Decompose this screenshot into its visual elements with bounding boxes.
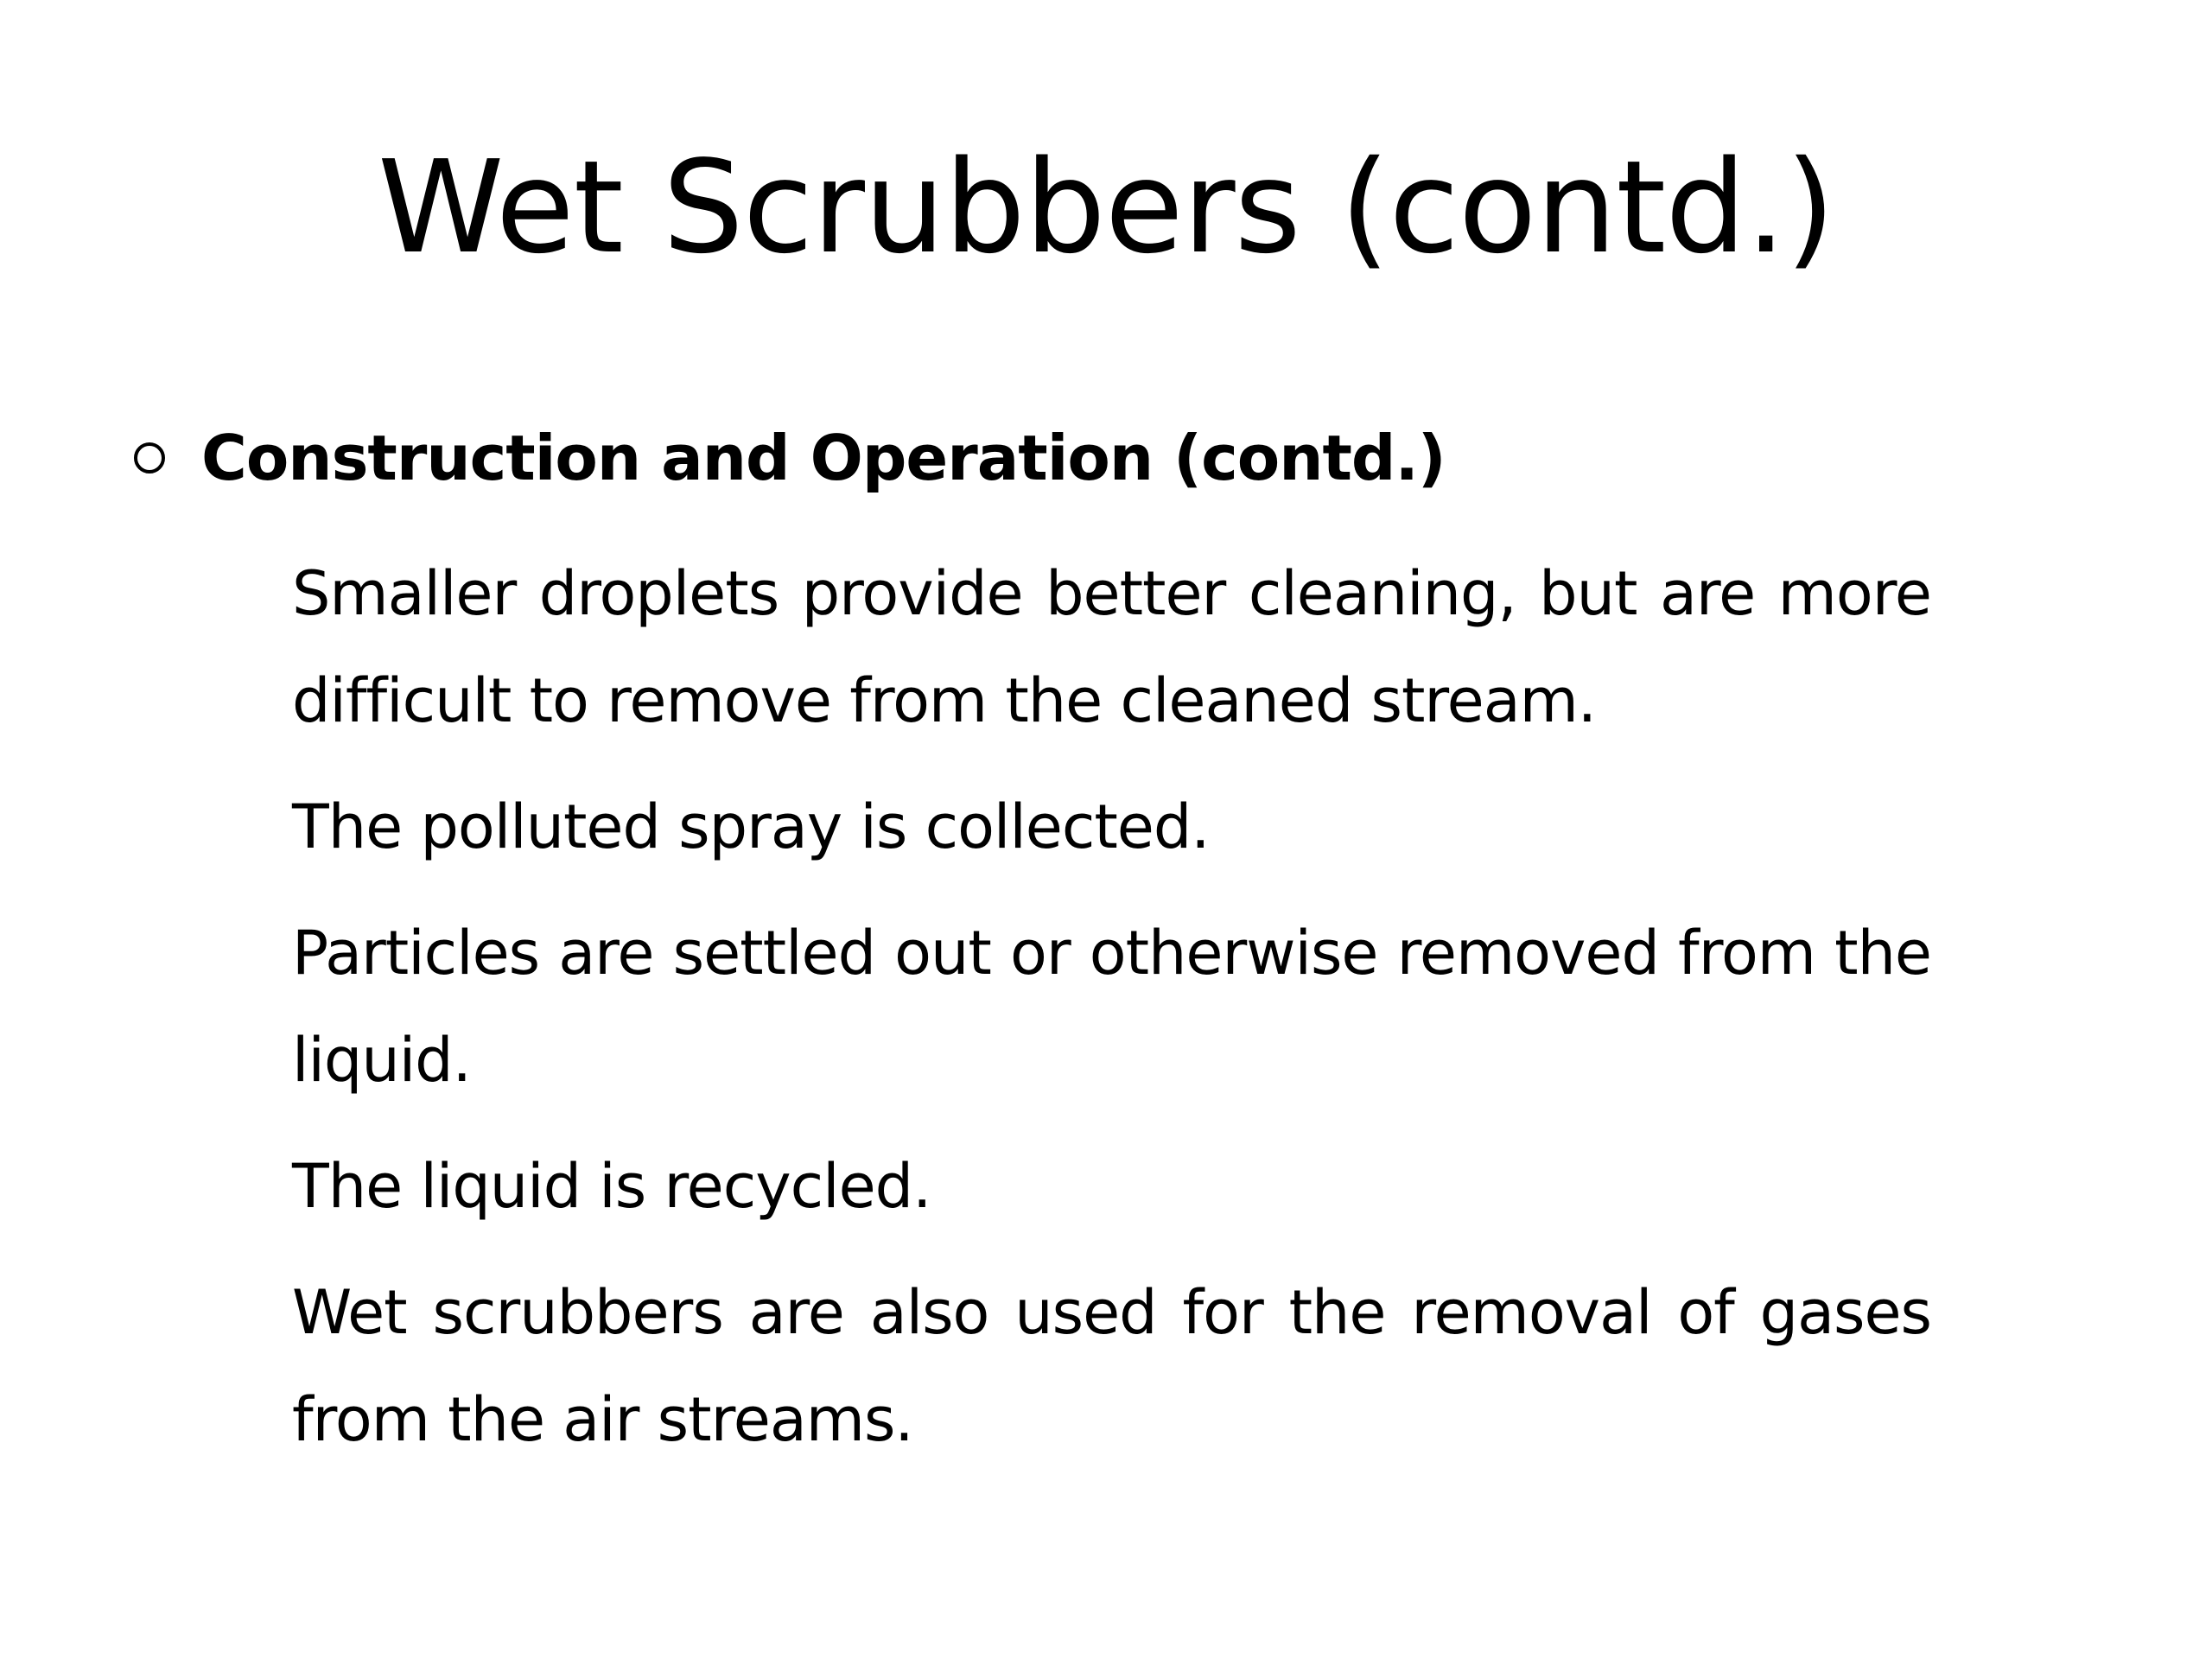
slide-content [134,415,1931,1492]
list-item [225,899,1931,1114]
section-marker [134,415,201,474]
hollow-circle-icon [134,442,165,474]
list-item [225,540,1931,754]
bullet-text: Wet scrubbers are also used for the removal of gases from the air streams. [292,1277,1931,1455]
slide-title: Wet Scrubbers (contd.) [378,133,1834,282]
bullet-text: Particles are settled out or otherwise removed from the liquid. [292,918,1931,1096]
bullet-text: The liquid is recycled. [292,1151,931,1222]
bullet-list [225,540,1931,1473]
list-item [225,773,1931,880]
bullet-text: The polluted spray is collected. [292,791,1210,862]
list-item [225,1133,1931,1240]
list-item [225,1259,1931,1473]
section-heading-text: Construction and Operation (contd.) [201,422,1446,494]
section-heading [134,415,1931,501]
bullet-text: Smaller droplets provide better cleaning, but are more difficult to remove from the cleaned stream. [292,558,1931,736]
